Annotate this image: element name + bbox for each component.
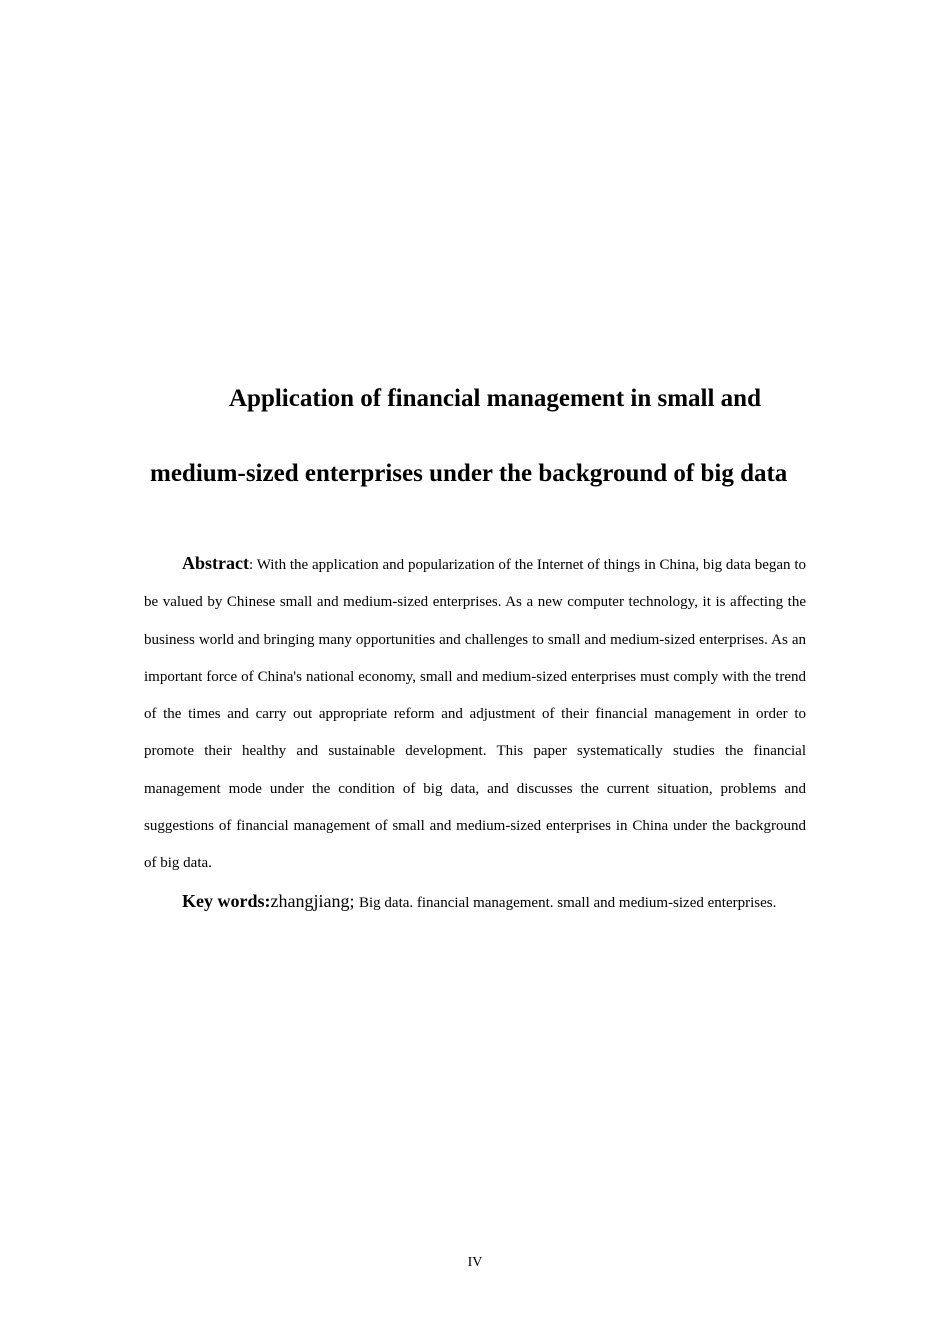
page-number: IV — [467, 1255, 483, 1270]
abstract-section — [144, 545, 806, 922]
keywords-first: zhangjiang; — [270, 890, 359, 911]
keywords-label: Key words: — [182, 890, 271, 911]
keywords-rest: Big data. financial management. small and medium-sized enterprises. — [358, 894, 777, 911]
title-line-2: medium-sized enterprises under the background of big data — [150, 460, 788, 487]
abstract-paragraph — [144, 545, 806, 883]
abstract-text: : With the application and popularization of the Internet of things in China, big data began to be valued by Chinese small and medium-sized enterprises. As a new computer technology, it is affecting the business world and bringing many opportunities and challenges to small and medium-sized enterprises. As an important force of China's national economy, small and medium-sized enterprises must comply with the trend of the times and carry out appropriate reform and adjustment of their financial management in order to promote their healthy and sustainable development. This paper systematically studies the financial management mode under the condition of big data, and discusses the current situation, problems and suggestions of financial management of small and medium-sized enterprises in China under the background of big data. — [144, 557, 806, 872]
title-line-1: Application of financial management in small and — [229, 385, 761, 412]
abstract-label: Abstract — [182, 553, 249, 573]
keywords-paragraph — [144, 883, 806, 922]
